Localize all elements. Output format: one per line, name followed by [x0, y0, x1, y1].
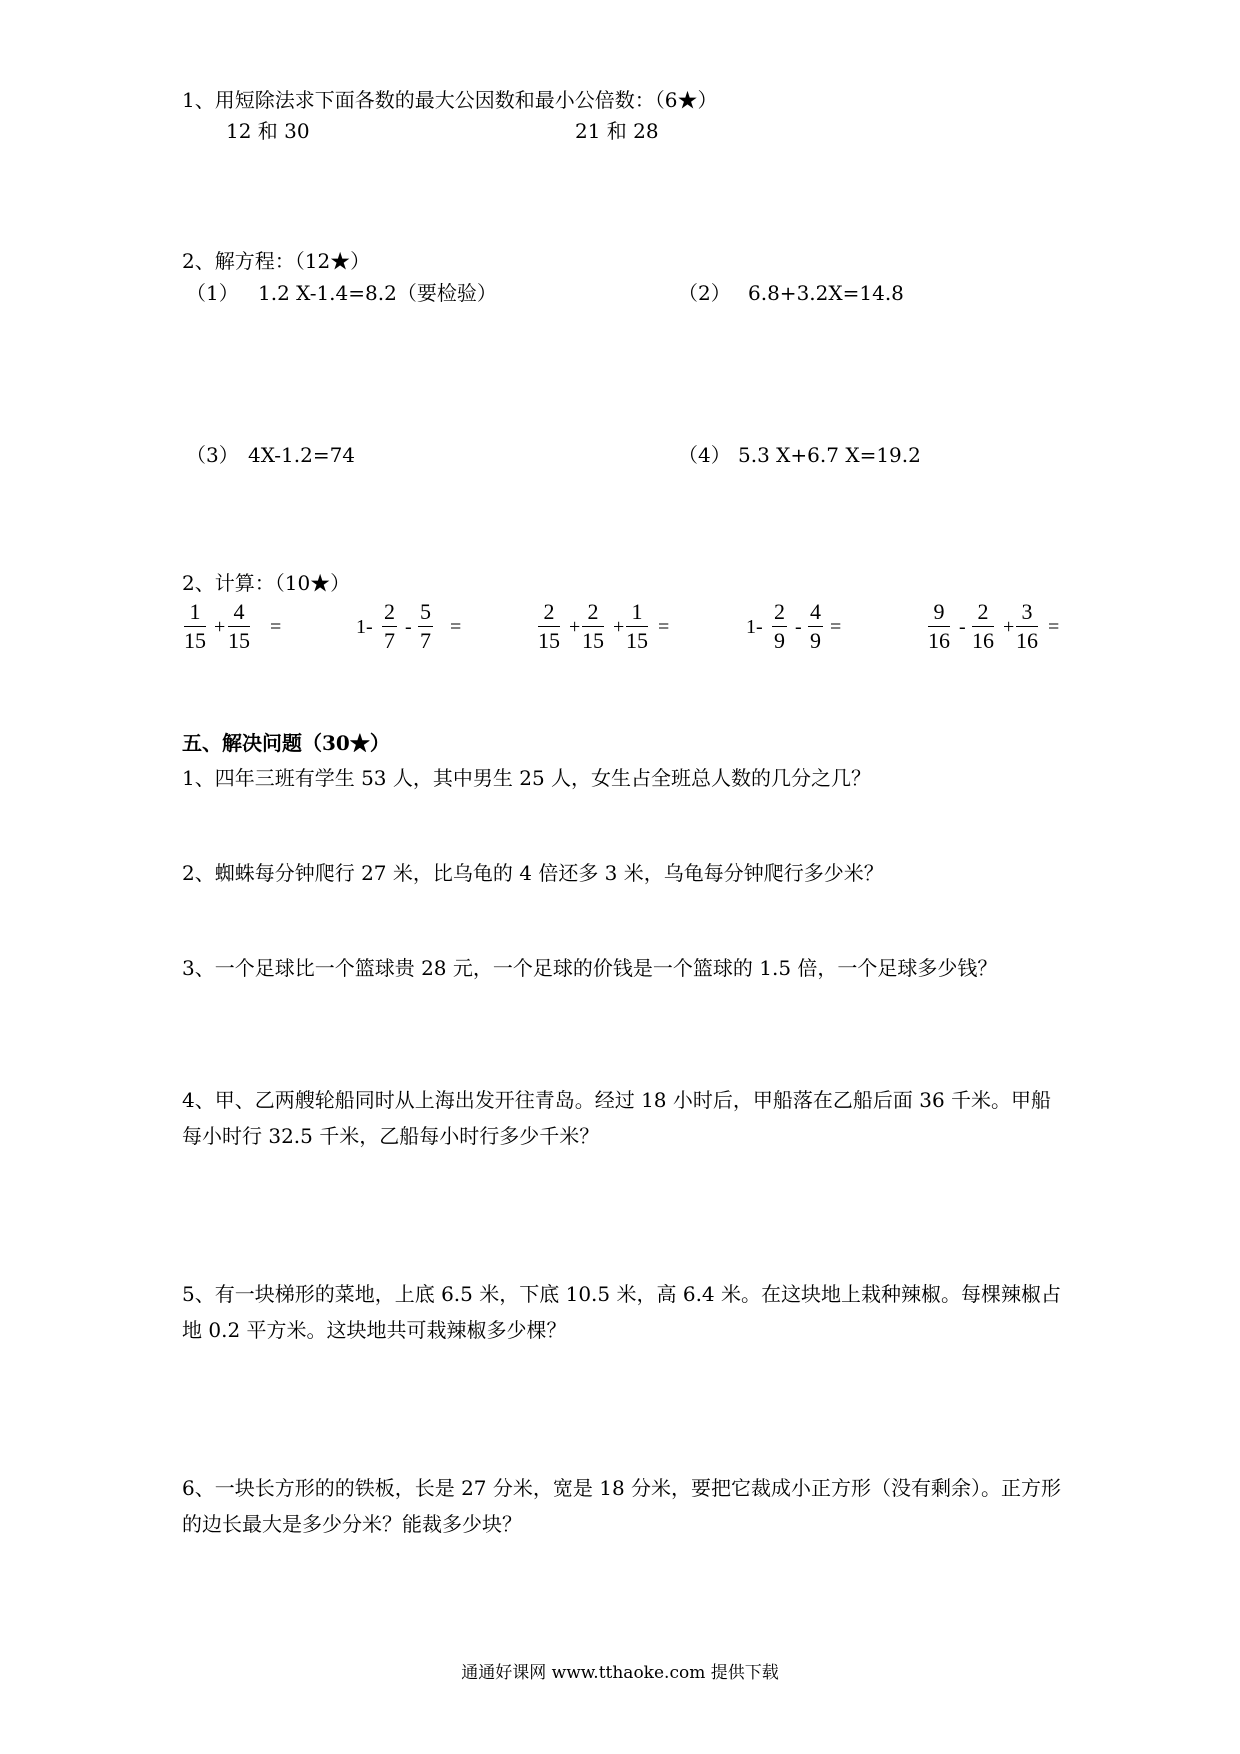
fraction-bar — [626, 626, 648, 627]
numerator: 9 — [933, 599, 945, 624]
numerator: 2 — [774, 599, 785, 624]
equation-1: 1.2 X-1.4=8.2（要检验） — [258, 281, 497, 305]
numerator: 2 — [587, 599, 599, 624]
equation-4: 5.3 X+6.7 X=19.2 — [738, 443, 921, 467]
denominator: 9 — [774, 628, 785, 653]
numerator: 2 — [977, 599, 989, 624]
operator: + — [1003, 616, 1015, 638]
fraction-bar — [1016, 626, 1038, 627]
denominator: 9 — [810, 628, 821, 653]
numerator: 5 — [420, 599, 431, 624]
fraction — [772, 600, 787, 653]
fraction-bar — [928, 626, 950, 627]
fraction — [808, 600, 823, 653]
problem-4-line-1: 4、甲、乙两艘轮船同时从上海出发开往青岛。经过 18 小时后，甲船落在乙船后面 36 千米。甲船 — [182, 1088, 1052, 1112]
denominator: 15 — [626, 628, 648, 653]
operator: - — [795, 616, 802, 638]
denominator: 15 — [538, 628, 560, 653]
fraction — [228, 600, 250, 653]
operator: + — [613, 616, 625, 638]
fraction-bar — [772, 626, 787, 627]
denominator: 15 — [184, 628, 206, 653]
denominator: 7 — [420, 628, 431, 653]
numerator: 4 — [810, 599, 821, 624]
fraction — [928, 600, 950, 653]
footer-credit: 通通好课网 www.tthaoke.com 提供下载 — [461, 1663, 779, 1683]
section2-heading: 2、解方程：（12★） — [182, 249, 371, 273]
equation-3-label: （3） — [186, 443, 239, 467]
fraction — [1016, 600, 1038, 653]
numerator: 2 — [543, 599, 555, 624]
problem-2: 2、蜘蛛每分钟爬行 27 米，比乌龟的 4 倍还多 3 米，乌龟每分钟爬行多少米？ — [182, 861, 884, 885]
whole-number: 1- — [746, 616, 763, 638]
fraction — [626, 600, 648, 653]
denominator: 15 — [582, 628, 604, 653]
problem-4-line-2: 每小时行 32.5 千米，乙船每小时行多少千米？ — [182, 1124, 600, 1148]
equals-sign: = — [450, 616, 462, 638]
numerator: 2 — [384, 599, 395, 624]
section1-heading: 1、用短除法求下面各数的最大公因数和最小公倍数：（6★） — [182, 88, 718, 112]
fraction-bar — [538, 626, 560, 627]
equals-sign: = — [830, 616, 842, 638]
operator: + — [214, 616, 226, 638]
denominator: 7 — [384, 628, 395, 653]
equals-sign: = — [658, 616, 670, 638]
problem-6-line-2: 的边长最大是多少分米？能裁多少块？ — [182, 1512, 522, 1536]
fraction — [582, 600, 604, 653]
whole-number: 1- — [356, 616, 373, 638]
problem-1: 1、四年三班有学生 53 人，其中男生 25 人，女生占全班总人数的几分之几？ — [182, 766, 872, 790]
fraction — [184, 600, 206, 653]
denominator: 16 — [928, 628, 950, 653]
fraction — [538, 600, 560, 653]
denominator: 16 — [972, 628, 994, 653]
numerator: 4 — [233, 599, 245, 624]
fraction-bar — [184, 626, 206, 627]
equation-2: 6.8+3.2X=14.8 — [748, 281, 904, 305]
section5-heading: 五、解决问题（30★） — [182, 731, 390, 755]
number-pair-1: 12 和 30 — [226, 119, 310, 143]
fraction-bar — [382, 626, 397, 627]
numerator: 1 — [189, 599, 201, 624]
operator: + — [569, 616, 581, 638]
section3-heading: 2、计算：（10★） — [182, 571, 351, 595]
denominator: 15 — [228, 628, 250, 653]
fraction — [418, 600, 433, 653]
problem-5-line-1: 5、有一块梯形的菜地，上底 6.5 米，下底 10.5 米，高 6.4 米。在这块地上栽种辣椒。每棵辣椒占 — [182, 1282, 1062, 1306]
fraction-bar — [418, 626, 433, 627]
problem-6-line-1: 6、一块长方形的的铁板，长是 27 分米，宽是 18 分米，要把它裁成小正方形（没有剩余）。正方形 — [182, 1476, 1062, 1500]
equals-sign: = — [1048, 616, 1060, 638]
problem-5-line-2: 地 0.2 平方米。这块地共可栽辣椒多少棵？ — [182, 1318, 567, 1342]
fraction-bar — [808, 626, 823, 627]
equation-2-label: （2） — [678, 281, 731, 305]
operator: - — [959, 616, 966, 638]
equation-1-label: （1） — [186, 281, 239, 305]
fraction-bar — [228, 626, 250, 627]
numerator: 3 — [1021, 599, 1033, 624]
equals-sign: = — [270, 616, 282, 638]
numerator: 1 — [631, 599, 643, 624]
fraction-bar — [582, 626, 604, 627]
equation-3: 4X-1.2=74 — [248, 443, 356, 467]
denominator: 16 — [1016, 628, 1038, 653]
equation-4-label: （4） — [678, 443, 731, 467]
number-pair-2: 21 和 28 — [575, 119, 659, 143]
fraction — [382, 600, 397, 653]
operator: - — [405, 616, 412, 638]
fraction — [972, 600, 994, 653]
problem-3: 3、一个足球比一个篮球贵 28 元，一个足球的价钱是一个篮球的 1.5 倍，一个足球多少钱？ — [182, 956, 998, 980]
fraction-bar — [972, 626, 994, 627]
